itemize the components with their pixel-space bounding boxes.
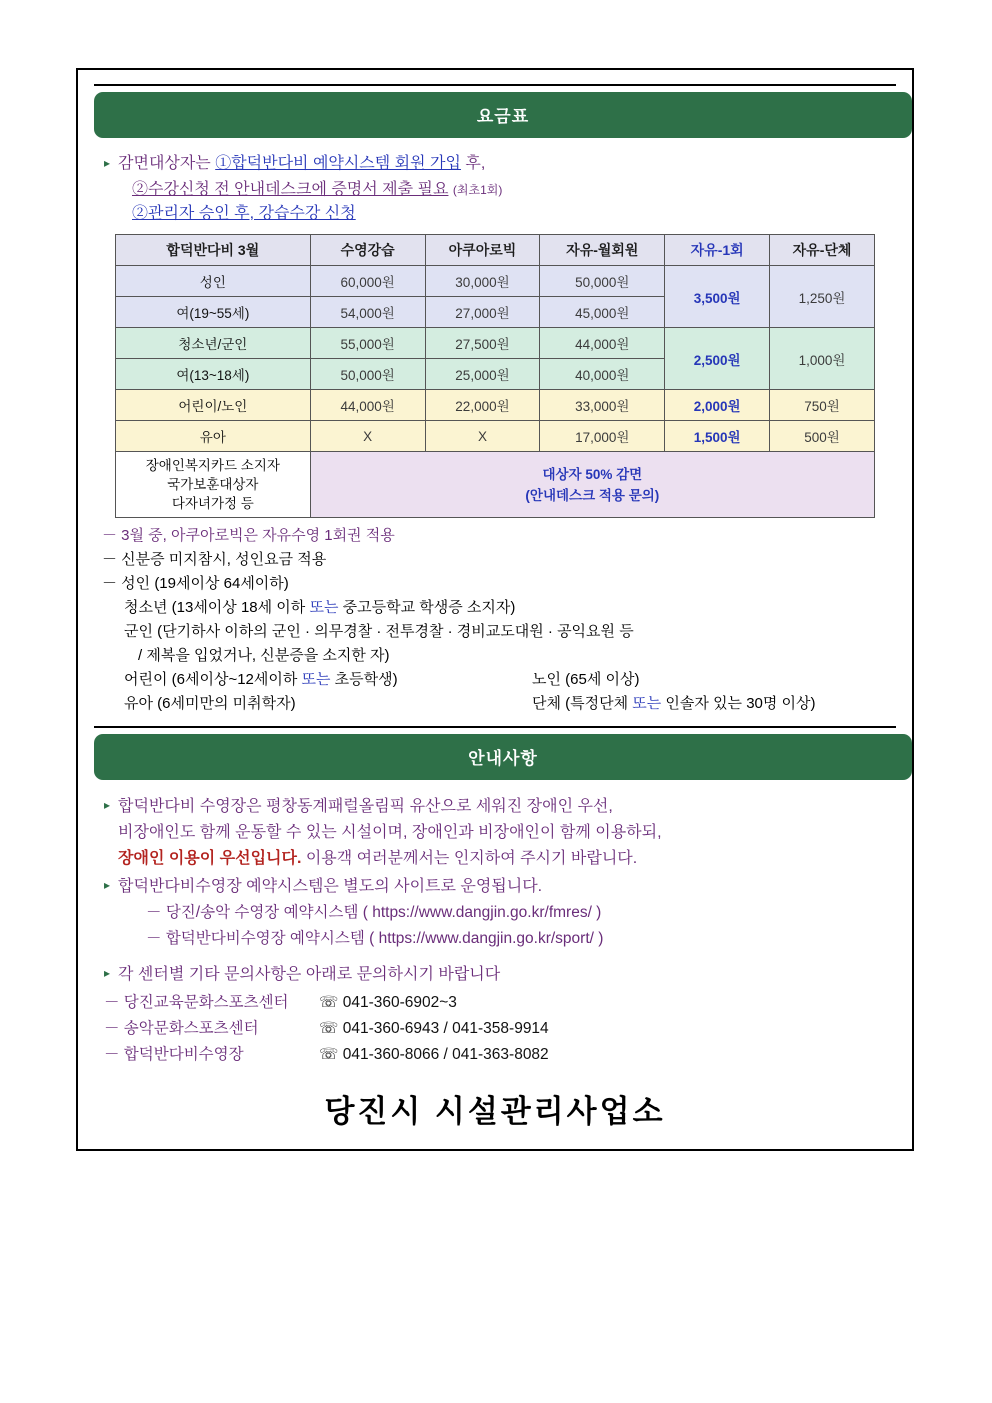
- cell-youth-month: 44,000원: [540, 328, 665, 359]
- triangle-bullet-icon: ▸: [104, 966, 111, 980]
- fee-table: [115, 234, 875, 518]
- cell-infant-month: 17,000원: [540, 421, 665, 452]
- cell-infant-aqua: X: [425, 421, 540, 452]
- fee-header-0: 합덕반다비 3월: [116, 235, 311, 266]
- fee-header-1: 수영강습: [310, 235, 425, 266]
- bullet-line-2-note: (최초1회): [452, 183, 503, 197]
- triangle-bullet-icon: ▸: [104, 798, 111, 812]
- bullet-line-3: ②관리자 승인 후, 강습수강 신청: [132, 205, 356, 222]
- contact-number-1: 041-360-6902~3: [342, 994, 457, 1011]
- cell-youth-once: 2,500원: [665, 328, 770, 390]
- cell-adult-female-month: 45,000원: [540, 297, 665, 328]
- cell-adult-female-aqua: 27,000원: [425, 297, 540, 328]
- info-item-1-highlight: 장애인 이용이 우선입니다.: [118, 850, 302, 867]
- cell-adult-month: 50,000원: [540, 266, 665, 297]
- cell-youth-aqua: 27,500원: [425, 328, 540, 359]
- info-item-1-line-3: [118, 846, 662, 872]
- note-5: 군인 (단기하사 이하의 군인 · 의무경찰 · 전투경찰 · 경비교도대원 · 공익요원 등: [124, 623, 634, 640]
- phone-icon: ☏: [319, 994, 343, 1011]
- phone-icon: ☏: [319, 1046, 343, 1063]
- special-value: [310, 452, 874, 518]
- info-item-2-sub-1[interactable]: － 당진/송악 수영장 예약시스템 ( https://www.dangjin.go.kr/fmres/ ): [146, 904, 602, 921]
- document-frame: [76, 68, 914, 1151]
- contact-row-1: [104, 990, 896, 1016]
- note-10-or: 또는: [632, 695, 662, 712]
- note-10-b: 인솔자 있는 30명 이상): [661, 695, 816, 712]
- info-item-1-line-3-rest: 이용객 여러분께서는 인지하여 주시기 바랍니다.: [301, 850, 638, 867]
- bullet-line-1: [118, 152, 485, 176]
- cell-youth-group: 1,000원: [770, 328, 875, 390]
- cell-infant-once: 1,500원: [665, 421, 770, 452]
- note-4-a: 청소년 (13세이상 18세 이하: [124, 599, 310, 616]
- note-6: / 제복을 입었거나, 신분증을 소지한 자): [138, 647, 390, 664]
- cell-adult-swim: 60,000원: [310, 266, 425, 297]
- cell-child-once: 2,000원: [665, 390, 770, 421]
- note-1: － 3월 중, 아쿠아로빅은 자유수영 1회권 적용: [102, 527, 395, 544]
- note-4-b: 중고등학교 학생증 소지자): [338, 599, 516, 616]
- contact-name-3: － 합덕반다비수영장: [104, 1046, 244, 1063]
- cell-infant-swim: X: [310, 421, 425, 452]
- cell-adult-female-swim: 54,000원: [310, 297, 425, 328]
- cell-youth-female-swim: 50,000원: [310, 359, 425, 390]
- contact-number-3: 041-360-8066 / 041-363-8082: [342, 1046, 549, 1063]
- phone-icon: ☏: [319, 1020, 343, 1037]
- notes-col-right: [532, 668, 816, 716]
- cell-youth-swim: 55,000원: [310, 328, 425, 359]
- table-row: [116, 266, 875, 297]
- fee-table-header-row: [116, 235, 875, 266]
- cell-youth-female-aqua: 25,000원: [425, 359, 540, 390]
- notes-col-left: [102, 668, 532, 716]
- info-item-1-body: [118, 794, 662, 872]
- row-label-adult-female: 여(19~55세): [116, 297, 311, 328]
- footer-organization: 당진시 시설관리사업소: [324, 1094, 666, 1129]
- info-item-3: [104, 962, 896, 988]
- special-label-line1: 장애인복지카드 소지자: [145, 458, 280, 473]
- section-divider: [94, 726, 896, 728]
- contact-name-2: － 송악문화스포츠센터: [104, 1020, 259, 1037]
- note-8: 노인 (65세 이상): [532, 671, 640, 688]
- fee-notes: [102, 524, 896, 716]
- fee-header-5: 자유-단체: [770, 235, 875, 266]
- note-7-a: 어린이 (6세이상~12세이하: [124, 671, 302, 688]
- row-label-child: 어린이/노인: [116, 390, 311, 421]
- special-value-line2: (안내데스크 적용 문의): [525, 487, 660, 503]
- note-3: － 성인 (19세이상 64세이하): [102, 575, 289, 592]
- info-item-1-line-2: 비장애인도 함께 운동할 수 있는 시설이며, 장애인과 비장애인이 함께 이용하되,: [118, 824, 662, 841]
- row-label-youth-female: 여(13~18세): [116, 359, 311, 390]
- info-item-1-line-1: 합덕반다비 수영장은 평창동계패럴올림픽 유산으로 세워진 장애인 우선,: [118, 798, 613, 815]
- note-4: [124, 596, 896, 620]
- note-2: － 신분증 미지참시, 성인요금 적용: [102, 551, 327, 568]
- info-section-banner: 안내사항: [94, 734, 912, 780]
- info-item-2-line: 합덕반다비수영장 예약시스템은 별도의 사이트로 운영됩니다.: [118, 878, 543, 895]
- table-row: [116, 390, 875, 421]
- cell-child-month: 33,000원: [540, 390, 665, 421]
- contact-number-2: 041-360-6943 / 041-358-9914: [342, 1020, 549, 1037]
- note-7-or: 또는: [301, 671, 331, 688]
- fee-header-2: 아쿠아로빅: [425, 235, 540, 266]
- bullet-line-1-link[interactable]: ①합덕반다비 예약시스템 회원 가입: [215, 155, 461, 172]
- cell-child-swim: 44,000원: [310, 390, 425, 421]
- row-label-youth: 청소년/군인: [116, 328, 311, 359]
- special-label-line2: 국가보훈대상자: [167, 477, 259, 492]
- fee-header-4: 자유-1회: [665, 235, 770, 266]
- cell-adult-aqua: 30,000원: [425, 266, 540, 297]
- cell-adult-once: 3,500원: [665, 266, 770, 328]
- cell-adult-group: 1,250원: [770, 266, 875, 328]
- note-9: 유아 (6세미만의 미취학자): [124, 695, 296, 712]
- cell-child-group: 750원: [770, 390, 875, 421]
- special-value-line1: 대상자 50% 감면: [542, 466, 643, 482]
- info-item-2-body: [118, 874, 603, 952]
- spacer: [104, 954, 896, 962]
- note-4-or: 또는: [309, 599, 339, 616]
- bullet-line-2-wrap: [132, 178, 896, 202]
- cell-youth-female-month: 40,000원: [540, 359, 665, 390]
- note-10-a: 단체 (특정단체: [532, 695, 633, 712]
- bullet-row: [104, 152, 896, 176]
- note-7: [124, 668, 532, 692]
- exemption-bullets: [104, 152, 896, 226]
- table-row-special: [116, 452, 875, 518]
- triangle-bullet-icon: ▸: [104, 878, 111, 892]
- contact-row-3: [104, 1042, 896, 1068]
- notes-two-col: [102, 668, 896, 716]
- contact-name-1: － 당진교육문화스포츠센터: [104, 994, 289, 1011]
- info-item-3-line: 각 센터별 기타 문의사항은 아래로 문의하시기 바랍니다: [118, 966, 501, 983]
- top-rule: [94, 84, 896, 86]
- cell-child-aqua: 22,000원: [425, 390, 540, 421]
- contact-row-2: [104, 1016, 896, 1042]
- info-item-2-sub-2[interactable]: － 합덕반다비수영장 예약시스템 ( https://www.dangjin.go.kr/sport/ ): [146, 930, 604, 947]
- triangle-bullet-icon: ▸: [104, 156, 111, 170]
- info-item-2: [104, 874, 896, 952]
- note-7-b: 초등학생): [330, 671, 398, 688]
- special-label-line3: 다자녀가정 등: [171, 496, 254, 511]
- bullet-line-1-prefix: 감면대상자는: [118, 155, 216, 172]
- fee-table-head: [116, 235, 875, 266]
- fee-table-body: [116, 266, 875, 518]
- cell-infant-group: 500원: [770, 421, 875, 452]
- table-row: [116, 328, 875, 359]
- row-label-adult: 성인: [116, 266, 311, 297]
- fee-header-3: 자유-월회원: [540, 235, 665, 266]
- note-10: [532, 692, 816, 716]
- info-list: [104, 794, 896, 1068]
- row-label-infant: 유아: [116, 421, 311, 452]
- table-row: [116, 421, 875, 452]
- bullet-line-1-suffix: 후,: [460, 155, 486, 172]
- special-label: [116, 452, 311, 518]
- fee-section-banner: 요금표: [94, 92, 912, 138]
- info-item-1: [104, 794, 896, 872]
- bullet-line-2: ②수강신청 전 안내데스크에 증명서 제출 필요: [132, 181, 449, 198]
